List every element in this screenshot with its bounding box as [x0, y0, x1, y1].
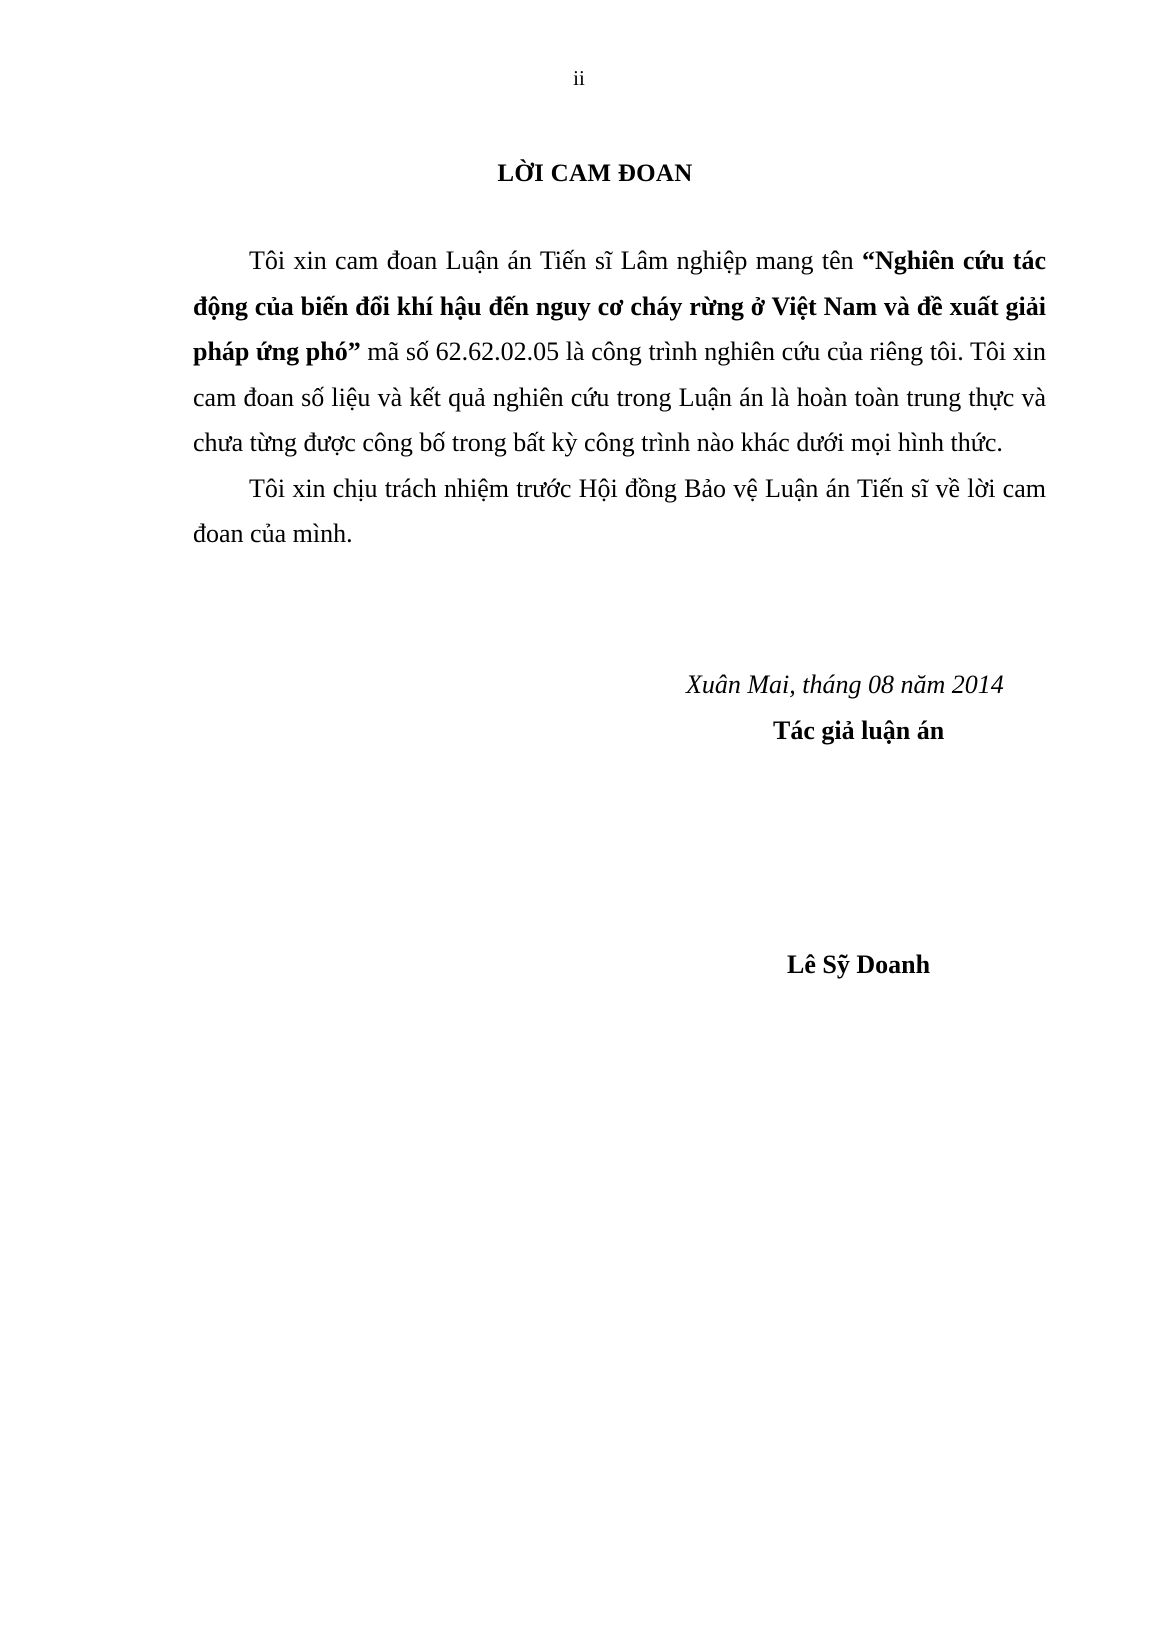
page-number: ii [573, 66, 585, 90]
paragraph-1-rest: mã số 62.62.02.05 là công trình nghiên cứu của riêng tôi. Tôi xin cam đoan số liệu và kết quả nghiên cứu trong Luận án là hoàn toàn trung thực và chưa từng được công bố trong bất kỳ công trình nào khác dưới mọi hình thức. [193, 337, 1046, 457]
thesis-title: “Nghiên cứu tác động của biến đổi khí hậu đến nguy cơ cháy rừng ở Việt Nam và đề xuất giải pháp ứng phó” [193, 246, 1046, 366]
page-title: LỜI CAM ĐOAN [497, 160, 693, 187]
paragraph-1-intro: Tôi xin cam đoan Luận án Tiến sĩ Lâm nghiệp mang tên [249, 246, 863, 275]
declaration-paragraph-2: Tôi xin chịu trách nhiệm trước Hội đồng Bảo vệ Luận án Tiến sĩ về lời cam đoan của mình. [193, 473, 1046, 548]
declaration-paragraph-1 [193, 238, 1046, 466]
declaration-body [193, 238, 1046, 557]
place-date: Xuân Mai, tháng 08 năm 2014 [686, 670, 1004, 699]
author-role: Tác giả luận án [773, 716, 945, 745]
author-name: Lê Sỹ Doanh [787, 950, 931, 979]
